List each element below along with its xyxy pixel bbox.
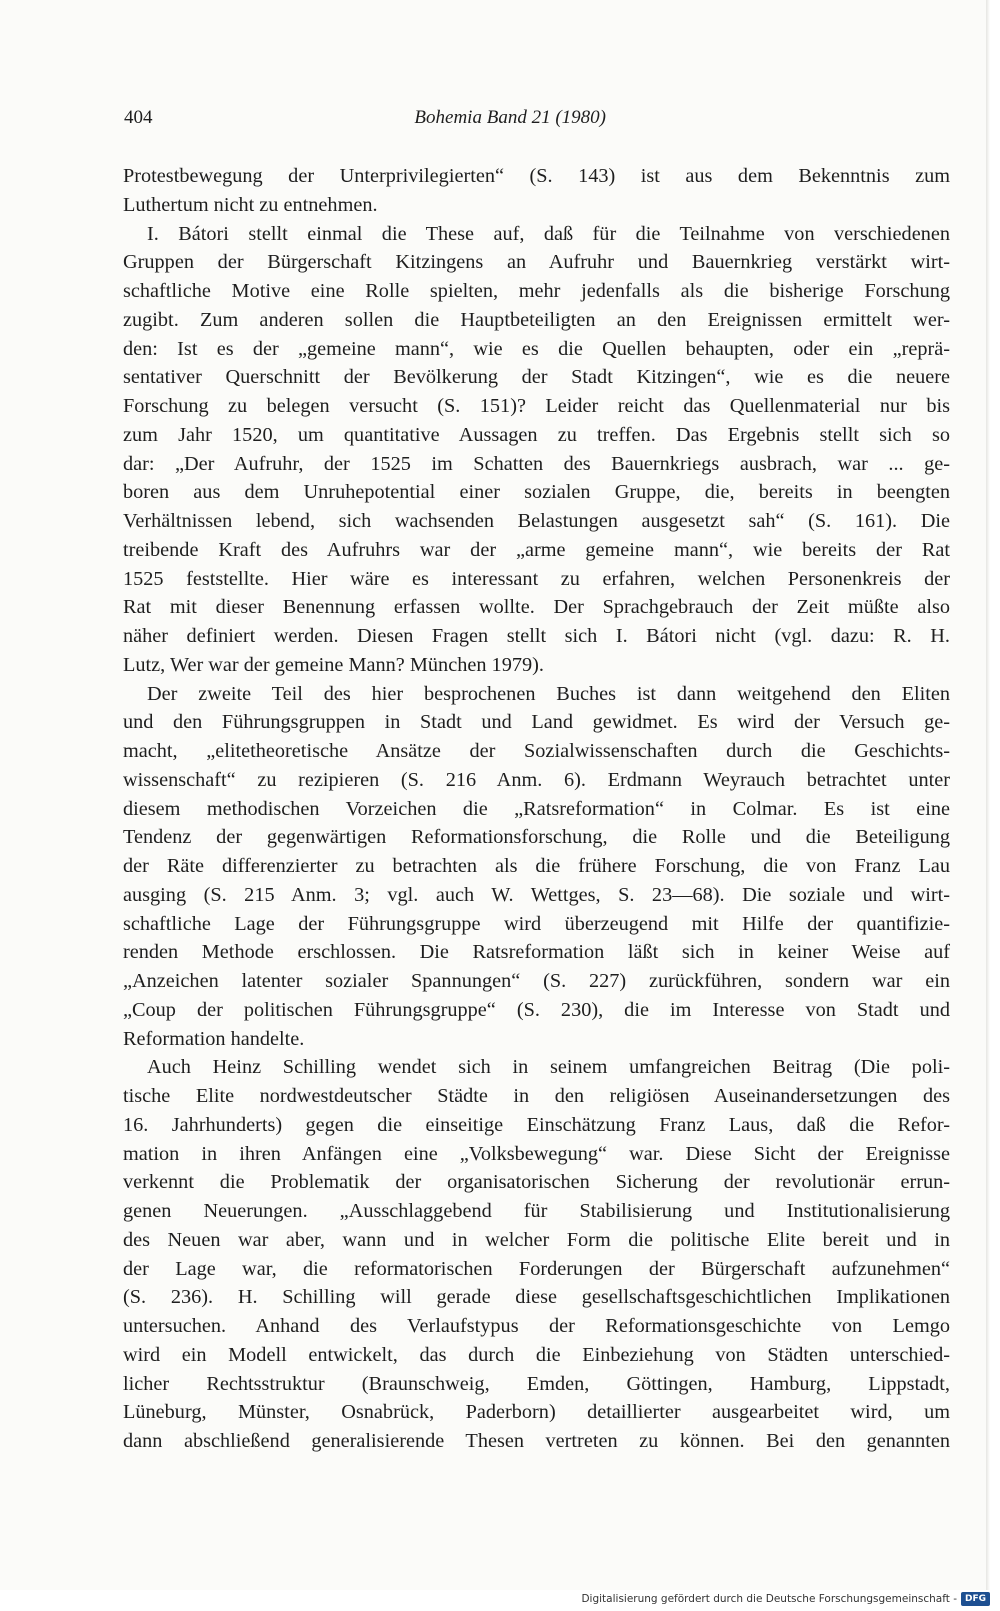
body-text [123,162,950,1456]
text-line: Der zweite Teil des hier besprochenen Buches ist dann weitgehend den Eliten [147,682,950,705]
text-line: Lüneburg, Münster, Osnabrück, Paderborn) detaillierter ausgearbeitet wird, um [123,1401,950,1424]
text-line: 16. Jahrhunderts) gegen die einseitige Einschätzung Franz Laus, daß die Refor- [123,1113,950,1136]
text-line: Auch Heinz Schilling wendet sich in seinem umfangreichen Beitrag (Die poli- [147,1056,950,1079]
text-line: Reformation handelte. [123,1027,305,1050]
text-line: tische Elite nordwestdeutscher Städte in den religiösen Auseinandersetzungen des [123,1085,950,1107]
digitization-credit: Digitalisierung gefördert durch die Deutsche Forschungsgemeinschaft - [581,1593,957,1605]
text-line: renden Methode erschlossen. Die Ratsreformation läßt sich in keiner Weise auf [123,941,950,964]
journal-title: Bohemia Band 21 (1980) [414,107,606,128]
text-line: schaftliche Motive eine Rolle spielten, mehr jedenfalls als die bisherige Forschung [123,280,950,302]
text-line: Protestbewegung der Unterprivilegierten“ (S. 143) ist aus dem Bekenntnis zum [123,165,950,187]
text-line: des Neuen war aber, wann und in welcher Form die politische Elite bereit und in [123,1228,950,1251]
dfg-logo: DFG [961,1592,990,1606]
text-line: Forschung zu belegen versucht (S. 151)? Leider reicht das Quellenmaterial nur bis [123,395,950,417]
text-line: Gruppen der Bürgerschaft Kitzingens an Aufruhr und Bauernkrieg verstärkt wirt- [123,251,950,274]
text-line: Verhältnissen lebend, sich wachsenden Belastungen ausgesetzt sah“ (S. 161). Die [123,510,950,532]
text-line: Tendenz der gegenwärtigen Reformationsforschung, die Rolle und die Beteiligung [123,826,950,849]
text-line: näher definiert werden. Diesen Fragen stellt sich I. Bátori nicht (vgl. dazu: R. H. [123,625,950,647]
text-line: verkennt die Problematik der organisatorischen Sicherung der revolutionär errun- [123,1171,950,1194]
text-line: boren aus dem Unruhepotential einer sozialen Gruppe, die, bereits in beengten [123,481,950,504]
text-line: zum Jahr 1520, um quantitative Aussagen zu treffen. Das Ergebnis stellt sich so [123,423,950,446]
text-line: (S. 236). H. Schilling will gerade diese gesellschaftsgeschichtlichen Implikationen [123,1286,950,1309]
text-line: licher Rechtsstruktur (Braunschweig, Emden, Göttingen, Hamburg, Lippstadt, [123,1372,950,1395]
text-line: der Räte differenzierter zu betrachten als die frühere Forschung, die von Franz Lau [123,855,950,877]
text-line: „Coup der politischen Führungsgruppe“ (S. 230), die im Interesse von Stadt und [123,998,950,1021]
text-line: 1525 feststellte. Hier wäre es interessant zu erfahren, welchen Personenkreis der [123,567,950,590]
text-line: wird ein Modell entwickelt, das durch die Einbeziehung von Städten unterschied- [123,1343,950,1366]
text-line: den: Ist es der „gemeine mann“, wie es die Quellen behaupten, oder ein „reprä- [123,337,950,360]
text-line: dann abschließend generalisierende Thesen vertreten zu können. Bei den genannten [123,1430,950,1452]
text-line: genen Neuerungen. „Ausschlaggebend für Stabilisierung und Institutionalisierung [123,1200,950,1222]
text-line: und den Führungsgruppen in Stadt und Land gewidmet. Es wird der Versuch ge- [123,711,950,734]
text-line: der Lage war, die reformatorischen Forderungen der Bürgerschaft aufzunehmen“ [123,1257,950,1280]
text-line: Rat mit dieser Benennung erfassen wollte. Der Sprachgebrauch der Zeit müßte also [123,596,950,619]
text-line: treibende Kraft des Aufruhrs war der „arme gemeine mann“, wie bereits der Rat [123,538,950,561]
page-number: 404 [124,107,153,128]
text-line: Luthertum nicht zu entnehmen. [123,193,378,216]
digitization-footer [581,1589,990,1609]
text-line: „Anzeichen latenter sozialer Spannungen“ (S. 227) zurückführen, sondern war ein [123,970,950,992]
text-line: zugibt. Zum anderen sollen die Hauptbeteiligten an den Ereignissen ermittelt wer- [123,308,950,331]
text-line: diesem methodischen Vorzeichen die „Ratsreformation“ in Colmar. Es ist eine [123,797,950,820]
text-line: ausging (S. 215 Anm. 3; vgl. auch W. Wettges, S. 23—68). Die soziale und wirt- [123,883,950,906]
text-line: sentativer Querschnitt der Bevölkerung der Stadt Kitzingen“, wie es die neuere [123,366,950,389]
text-line: dar: „Der Aufruhr, der 1525 im Schatten des Bauernkriegs ausbrach, war ... ge- [123,452,950,475]
text-line: schaftliche Lage der Führungsgruppe wird überzeugend mit Hilfe der quantifizie- [123,912,950,935]
text-line: Lutz, Wer war der gemeine Mann? München 1979). [123,653,544,676]
text-line: untersuchen. Anhand des Verlaufstypus der Reformationsgeschichte von Lemgo [123,1315,950,1337]
text-line: wissenschaft“ zu rezipieren (S. 216 Anm. 6). Erdmann Weyrauch betrachtet unter [123,768,950,791]
text-line: mation in ihren Anfängen eine „Volksbewegung“ war. Diese Sicht der Ereignisse [123,1142,950,1165]
text-line: I. Bátori stellt einmal die These auf, daß für die Teilnahme von verschiedenen [147,222,950,245]
page-edge [986,0,990,1590]
text-line: macht, „elitetheoretische Ansätze der Sozialwissenschaften durch die Geschichts- [123,740,950,762]
running-head [124,103,654,133]
